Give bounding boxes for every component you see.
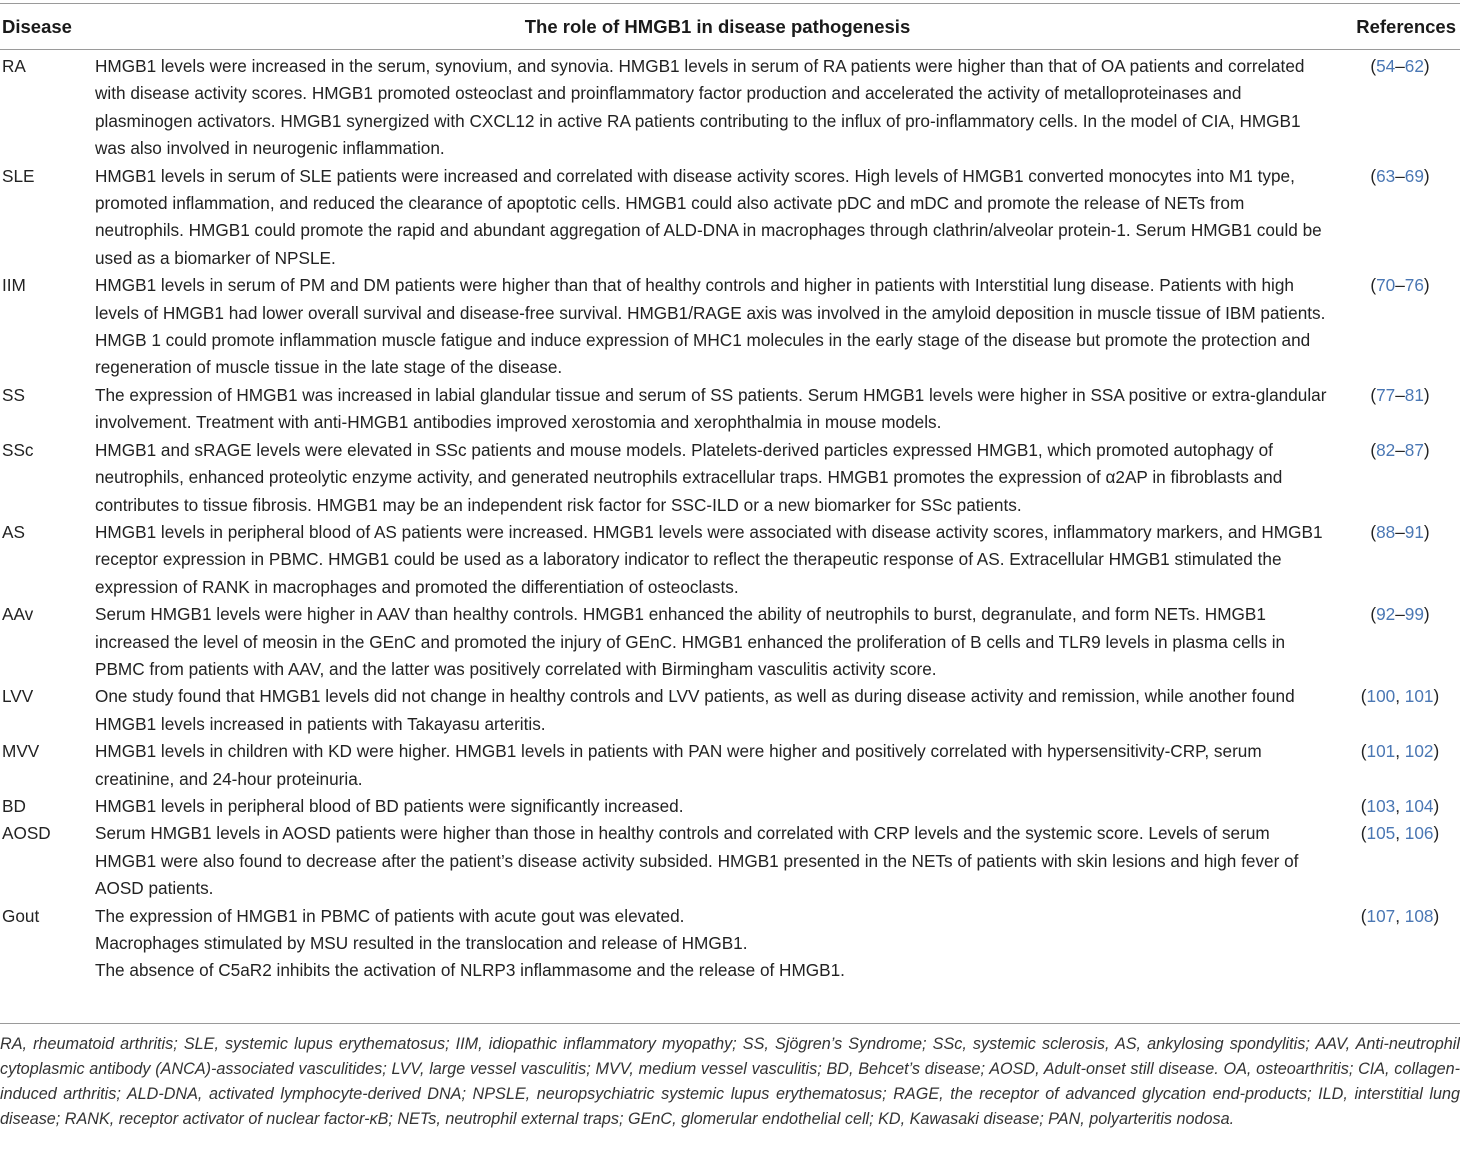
reference-link[interactable]: 62 <box>1404 56 1424 76</box>
reference-link[interactable]: 82 <box>1376 439 1396 460</box>
disease-cell: AOSD <box>2 823 51 844</box>
ref-separator: , <box>1395 741 1405 762</box>
reference-link[interactable]: 70 <box>1376 275 1396 296</box>
reference-link[interactable]: 101 <box>1366 741 1396 762</box>
reference-link[interactable]: 104 <box>1404 795 1434 816</box>
role-line: The absence of C5aR2 inhibits the activation of NLRP3 inflammasome and the release of HMGB1. <box>95 960 845 981</box>
reference-link[interactable]: 91 <box>1404 521 1424 542</box>
role-cell: One study found that HMGB1 levels did not change in healthy controls and LVV patients, as well as during disease activity and remission, while another found HMGB1 levels increased in patients with Takayasu arteritis. <box>95 686 1295 734</box>
ref-close: ) <box>1423 165 1430 186</box>
ref-close: ) <box>1433 686 1440 707</box>
role-cell: Serum HMGB1 levels were higher in AAV than healthy controls. HMGB1 enhanced the ability of neutrophils to burst, degranulate, and form NETs. HMGB1 increased the level of meosin in the GEnC and promoted the injury of GEnC. HMGB1 enhanced the proliferation of B cells and TLR9 levels in plasma cells in PBMC from patients with AAV, and the latter was positively correlated with Birmingham vasculitis activity score. <box>95 604 1286 679</box>
reference-link[interactable]: 87 <box>1404 439 1424 460</box>
disease-cell: LVV <box>2 686 34 707</box>
reference-link[interactable]: 76 <box>1404 275 1424 296</box>
reference-link[interactable]: 107 <box>1366 905 1396 926</box>
role-cell: HMGB1 levels in peripheral blood of AS patients were increased. HMGB1 levels were associated with disease activity scores, inflammatory markers, and HMGB1 receptor expression in PBMC. HMGB1 could be used as a laboratory indicator to reflect the therapeutic response of AS. Extracellular HMGB1 stimulated the expression of RANK in macrophages and promoted the differentiation of osteoclasts. <box>95 521 1323 597</box>
reference-link[interactable]: 81 <box>1404 384 1424 405</box>
reference-cell <box>1340 820 1460 902</box>
hmgb1-disease-table <box>0 3 1460 991</box>
header-disease: Disease <box>0 4 95 50</box>
reference-cell <box>1340 163 1460 273</box>
ref-close: ) <box>1433 905 1440 926</box>
reference-cell <box>1340 50 1460 163</box>
reference-cell <box>1340 272 1460 382</box>
reference-link[interactable]: 102 <box>1404 741 1434 762</box>
ref-close: ) <box>1423 439 1430 460</box>
reference-link[interactable]: 63 <box>1376 165 1396 186</box>
disease-cell: AAv <box>2 604 34 625</box>
ref-open: ( <box>1360 741 1367 762</box>
table-row <box>0 793 1460 820</box>
table-row <box>0 738 1460 793</box>
header-references: References <box>1340 4 1460 50</box>
disease-cell: IIM <box>2 275 26 296</box>
role-cell: HMGB1 levels in children with KD were higher. HMGB1 levels in patients with PAN were higher and positively correlated with hypersensitivity-CRP, serum creatinine, and 24-hour proteinuria. <box>95 741 1262 789</box>
role-cell: The expression of HMGB1 was increased in labial glandular tissue and serum of SS patients. Serum HMGB1 levels were higher in SSA positive or extra-glandular involvement. Treatment with anti-HMGB1 antibodies improved xerostomia and xerophthalmia in mouse models. <box>95 384 1327 433</box>
reference-link[interactable]: 54 <box>1376 56 1396 76</box>
reference-cell <box>1340 903 1460 991</box>
table-row <box>0 272 1460 382</box>
reference-link[interactable]: 101 <box>1404 686 1434 707</box>
ref-close: ) <box>1423 275 1430 296</box>
table-row <box>0 903 1460 991</box>
role-cell: HMGB1 levels in serum of SLE patients were increased and correlated with disease activity scores. High levels of HMGB1 converted monocytes into M1 type, promoted inflammation, and reduced the clearance of apoptotic cells. HMGB1 could also activate pDC and mDC and promote the release of NETs from neutrophils. HMGB1 could promote the rapid and abundant aggregation of ALD-DNA in macrophages through clathrin/alveolar protein-1. Serum HMGB1 could be used as a biomarker of NPSLE. <box>95 165 1322 268</box>
reference-cell <box>1340 519 1460 601</box>
ref-separator: , <box>1395 905 1405 926</box>
role-cell: HMGB1 levels in serum of PM and DM patients were higher than that of healthy controls and higher in patients with Interstitial lung disease. Patients with high levels of HMGB1 had lower overall survival and disease-free survival. HMGB1/RAGE axis was involved in the amyloid deposition in muscle tissue of IBM patients. HMGB 1 could promote inflammation muscle fatigue and induce expression of MHC1 molecules in the early stage of the disease but promote the protection and regeneration of muscle tissue in the late stage of the disease. <box>95 275 1326 378</box>
ref-close: ) <box>1433 741 1440 762</box>
ref-close: ) <box>1423 604 1430 625</box>
ref-open: ( <box>1360 905 1367 926</box>
ref-close: ) <box>1433 823 1440 844</box>
reference-cell <box>1340 437 1460 519</box>
table-header-row <box>0 4 1460 50</box>
ref-open: ( <box>1370 521 1377 542</box>
role-cell <box>95 903 1340 991</box>
disease-cell: RA <box>2 56 26 76</box>
reference-cell <box>1340 601 1460 683</box>
ref-open: ( <box>1360 686 1367 707</box>
ref-open: ( <box>1370 275 1377 296</box>
role-line: Macrophages stimulated by MSU resulted in the translocation and release of HMGB1. <box>95 933 748 953</box>
reference-link[interactable]: 106 <box>1404 823 1434 844</box>
ref-separator: – <box>1395 384 1405 405</box>
disease-cell: SS <box>2 384 25 405</box>
reference-link[interactable]: 77 <box>1376 384 1396 405</box>
reference-cell <box>1340 793 1460 820</box>
ref-open: ( <box>1370 56 1377 76</box>
ref-open: ( <box>1360 795 1367 816</box>
reference-link[interactable]: 103 <box>1366 795 1396 816</box>
role-cell: HMGB1 and sRAGE levels were elevated in SSc patients and mouse models. Platelets-derived particles expressed HMGB1, which promoted autophagy of neutrophils, enhanced proteolytic enzyme activity, and generated neutrophils extracellular traps. HMGB1 promotes the expression of α2AP in fibroblasts and contributes to tissue fibrosis. HMGB1 may be an independent risk factor for SSC-ILD or a new biomarker for SSc patients. <box>95 439 1283 515</box>
table-row <box>0 519 1460 601</box>
table-footnote: RA, rheumatoid arthritis; SLE, systemic lupus erythematosus; IIM, idiopathic inflammatory myopathy; SS, Sjögren’s Syndrome; SSc, systemic sclerosis, AS, ankylosing spondylitis; AAV, Anti-neutrophil cytoplasmic antibody (ANCA)-associated vasculitides; LVV, large vessel vasculitis; MVV, medium vessel vasculitis; BD, Behcet’s disease; AOSD, Adult-onset still disease. OA, osteoarthritis; CIA, collagen-induced arthritis; ALD-DNA, activated lymphocyte-derived DNA; NPSLE, neuropsychiatric systemic lupus erythematosus; RAGE, the receptor of advanced glycation end-products; ILD, interstitial lung disease; RANK, receptor activator of nuclear factor-κB; NETs, neutrophil external traps; GEnC, glomerular endothelial cell; KD, Kawasaki disease; PAN, polyarteritis nodosa. <box>0 1023 1460 1132</box>
reference-link[interactable]: 100 <box>1366 686 1396 707</box>
disease-cell: Gout <box>2 905 40 926</box>
ref-close: ) <box>1423 384 1430 405</box>
table-row <box>0 437 1460 519</box>
ref-close: ) <box>1423 56 1430 76</box>
disease-cell: SSc <box>2 439 34 460</box>
disease-cell: MVV <box>2 741 40 762</box>
table-row <box>0 820 1460 902</box>
reference-cell <box>1340 382 1460 437</box>
table-row <box>0 683 1460 738</box>
reference-link[interactable]: 88 <box>1376 521 1396 542</box>
table-row <box>0 163 1460 273</box>
table-row <box>0 601 1460 683</box>
reference-link[interactable]: 108 <box>1404 905 1434 926</box>
ref-separator: – <box>1395 165 1405 186</box>
reference-link[interactable]: 69 <box>1404 165 1424 186</box>
reference-cell <box>1340 683 1460 738</box>
disease-cell: AS <box>2 521 25 542</box>
ref-close: ) <box>1423 521 1430 542</box>
role-cell: Serum HMGB1 levels in AOSD patients were higher than those in healthy controls and correlated with CRP levels and the systemic score. Levels of serum HMGB1 were also found to decrease after the patient’s disease activity subsided. HMGB1 presented in the NETs of patients with skin lesions and high fever of AOSD patients. <box>95 823 1299 899</box>
reference-link[interactable]: 105 <box>1366 823 1396 844</box>
ref-separator: – <box>1395 604 1405 625</box>
header-role: The role of HMGB1 in disease pathogenesis <box>95 4 1340 50</box>
reference-link[interactable]: 92 <box>1376 604 1396 625</box>
ref-separator: , <box>1395 823 1405 844</box>
ref-separator: – <box>1395 439 1405 460</box>
ref-separator: – <box>1395 275 1405 296</box>
ref-open: ( <box>1370 384 1377 405</box>
ref-separator: – <box>1395 521 1405 542</box>
reference-link[interactable]: 99 <box>1404 604 1424 625</box>
disease-cell: BD <box>2 795 26 816</box>
ref-open: ( <box>1370 604 1377 625</box>
role-cell: HMGB1 levels in peripheral blood of BD patients were significantly increased. <box>95 795 684 816</box>
ref-separator: , <box>1395 686 1405 707</box>
ref-separator: – <box>1395 56 1405 76</box>
role-cell: HMGB1 levels were increased in the serum, synovium, and synovia. HMGB1 levels in serum of RA patients were higher than that of OA patients and correlated with disease activity scores. HMGB1 promoted osteoclast and proinflammatory factor production and accelerated the activity of metalloproteinases and plasminogen activators. HMGB1 synergized with CXCL12 in active RA patients contributing to the influx of pro-inflammatory cells. In the model of CIA, HMGB1 was also involved in neurogenic inflammation. <box>95 56 1305 159</box>
disease-cell: SLE <box>2 165 35 186</box>
ref-open: ( <box>1370 439 1377 460</box>
ref-open: ( <box>1360 823 1367 844</box>
ref-separator: , <box>1395 795 1405 816</box>
ref-open: ( <box>1370 165 1377 186</box>
table-row <box>0 382 1460 437</box>
ref-close: ) <box>1433 795 1440 816</box>
role-line: The expression of HMGB1 in PBMC of patients with acute gout was elevated. <box>95 905 685 926</box>
reference-cell <box>1340 738 1460 793</box>
table-row <box>0 50 1460 163</box>
